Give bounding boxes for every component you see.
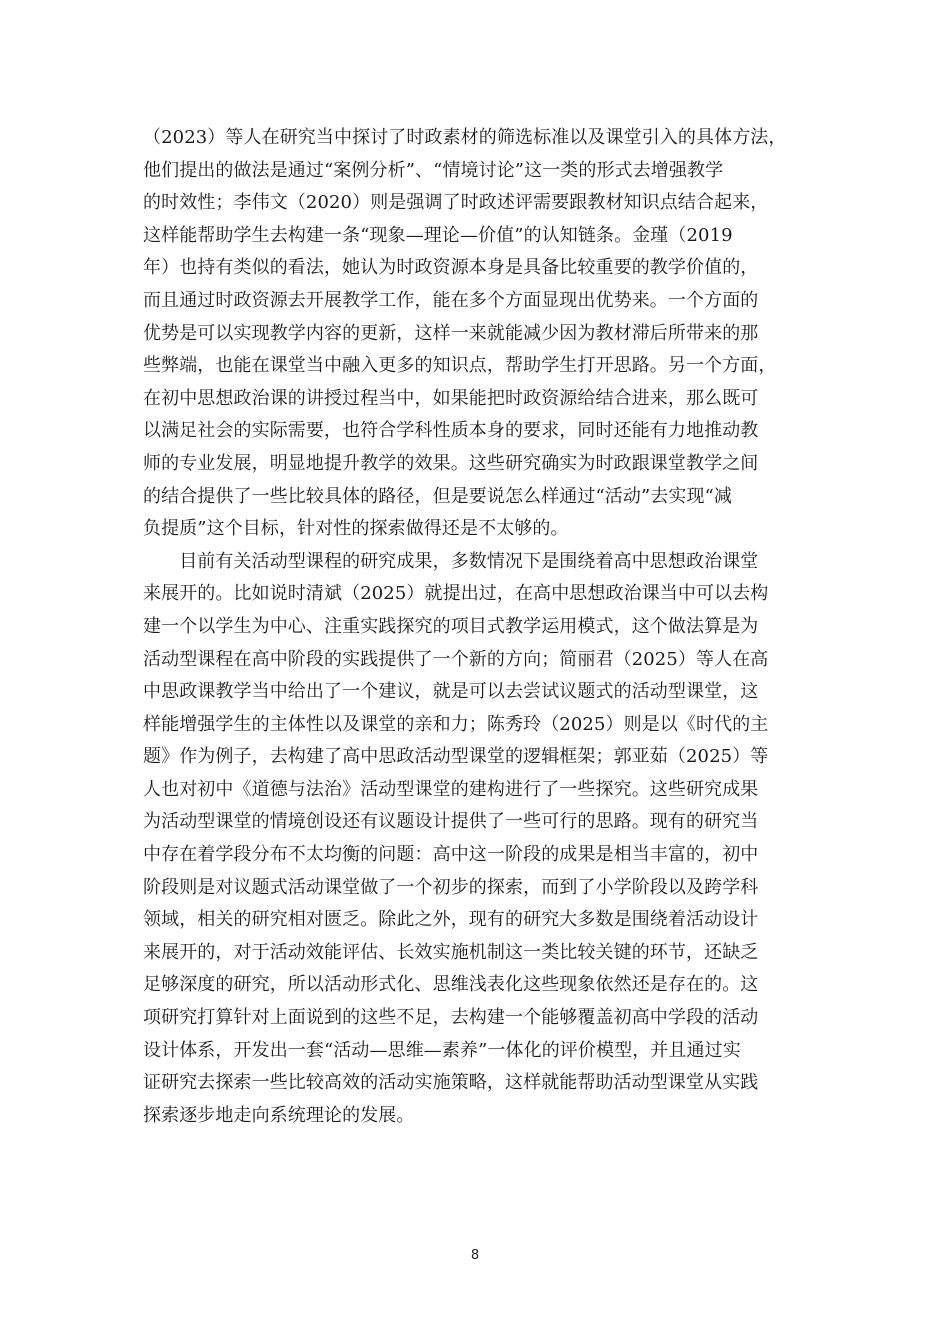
text-line: 证研究去探索一些比较高效的活动实施策略，这样就能帮助活动型课堂从实践 bbox=[143, 1072, 759, 1094]
text-line: 优势是可以实现教学内容的更新，这样一来就能减少因为教材滞后所带来的那 bbox=[143, 322, 759, 344]
text-line: 的结合提供了一些比较具体的路径，但是要说怎么样通过“活动”去实现“减 bbox=[143, 485, 733, 507]
text-line: （2023）等人在研究当中探讨了时政素材的筛选标准以及课堂引入的具体方法， bbox=[143, 127, 787, 148]
text-line: 样能增强学生的主体性以及课堂的亲和力；陈秀玲（2025）则是以《时代的主 bbox=[143, 713, 769, 735]
text-line: 活动型课程在高中阶段的实践提供了一个新的方向；简丽君（2025）等人在高 bbox=[143, 648, 769, 670]
text-line: 的时效性；李伟文（2020）则是强调了时政述评需要跟教材知识点结合起来， bbox=[143, 192, 769, 214]
body-text bbox=[143, 122, 833, 1132]
text-line: 来展开的。比如说时清斌（2025）就提出过，在高中思想政治课当中可以去构 bbox=[143, 583, 769, 605]
text-line: 年）也持有类似的看法，她认为时政资源本身是具备比较重要的教学价值的， bbox=[143, 257, 759, 279]
text-line: 来展开的，对于活动效能评估、长效实施机制这一类比较关键的环节，还缺乏 bbox=[143, 941, 759, 963]
text-line: 设计体系，开发出一套“活动—思维—素养”一体化的评价模型，并且通过实 bbox=[143, 1039, 741, 1061]
text-line: 这样能帮助学生去构建一条“现象—理论—价值”的认知链条。金瑾（2019 bbox=[143, 224, 733, 246]
text-line: 以满足社会的实际需要，也符合学科性质本身的要求，同时还能有力地推动教 bbox=[143, 420, 759, 442]
text-line: 中思政课教学当中给出了一个建议，就是可以去尝试议题式的活动型课堂，这 bbox=[143, 681, 759, 703]
text-line: 项研究打算针对上面说到的这些不足，去构建一个能够覆盖初高中学段的活动 bbox=[143, 1007, 759, 1029]
text-line: 建一个以学生为中心、注重实践探究的项目式教学运用模式，这个做法算是为 bbox=[143, 615, 759, 637]
text-line: 为活动型课堂的情境创设还有议题设计提供了一些可行的思路。现有的研究当 bbox=[143, 811, 759, 833]
text-line: 阶段则是对议题式活动课堂做了一个初步的探索，而到了小学阶段以及跨学科 bbox=[143, 876, 759, 898]
text-line: 探索逐步地走向系统理论的发展。 bbox=[143, 1104, 415, 1126]
text-line: 他们提出的做法是通过“案例分析”、“情境讨论”这一类的形式去增强教学 bbox=[143, 159, 724, 181]
text-line: 而且通过时政资源去开展教学工作，能在多个方面显现出优势来。一个方面的 bbox=[143, 289, 759, 311]
text-line: 中存在着学段分布不太均衡的问题：高中这一阶段的成果是相当丰富的，初中 bbox=[143, 844, 759, 866]
text-line: 师的专业发展，明显地提升教学的效果。这些研究确实为时政跟课堂教学之间 bbox=[143, 452, 759, 474]
text-line: 在初中思想政治课的讲授过程当中，如果能把时政资源给结合进来，那么既可 bbox=[143, 387, 759, 409]
text-line: 负提质”这个目标，针对性的探索做得还是不太够的。 bbox=[143, 518, 569, 540]
page-number: 8 bbox=[470, 1248, 480, 1263]
text-line: 人也对初中《道德与法治》活动型课堂的建构进行了一些探究。这些研究成果 bbox=[143, 778, 759, 800]
text-line: 些弊端，也能在课堂当中融入更多的知识点，帮助学生打开思路。另一个方面， bbox=[143, 355, 777, 377]
text-line: 题》作为例子，去构建了高中思政活动型课堂的逻辑框架；郭亚茹（2025）等 bbox=[143, 746, 769, 768]
text-line: 足够深度的研究，所以活动形式化、思维浅表化这些现象依然还是存在的。这 bbox=[143, 974, 759, 996]
text-line: 领域，相关的研究相对匮乏。除此之外，现有的研究大多数是围绕着活动设计 bbox=[143, 909, 759, 931]
text-line: 目前有关活动型课程的研究成果，多数情况下是围绕着高中思想政治课堂 bbox=[143, 550, 759, 572]
